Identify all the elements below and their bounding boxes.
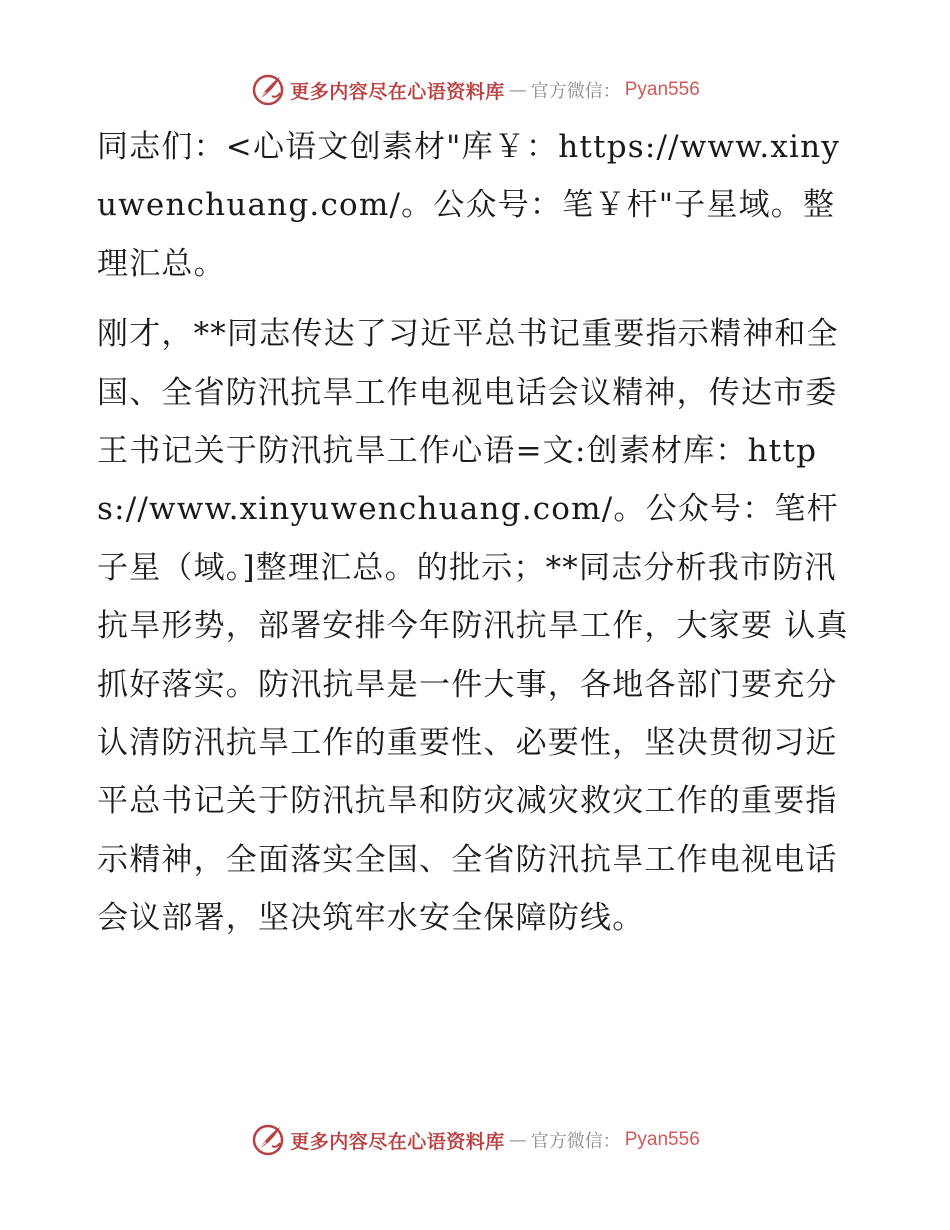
watermark-separator: — <box>508 79 527 101</box>
watermark-separator: — <box>508 1129 527 1151</box>
feather-pen-circle-icon <box>250 1122 286 1158</box>
watermark-banner-bottom <box>0 1120 950 1160</box>
watermark-main-text: 更多内容尽在心语资料库 <box>290 1130 505 1153</box>
watermark-official-label: 官方微信： <box>530 1131 621 1152</box>
watermark-official-label: 官方微信： <box>530 81 621 102</box>
watermark-wechat-id: Pyan556 <box>624 79 700 100</box>
document-body <box>97 118 857 948</box>
watermark-main-text: 更多内容尽在心语资料库 <box>290 80 505 103</box>
paragraph-main: 刚才，**同志传达了习近平总书记重要指示精神和全国、全省防汛抗旱工作电视电话会议精神，传达市委王书记关于防汛抗旱工作心语=文:创素材库：https://www.xinyuwenchuang.com/。公众号：笔杆子星（域。]整理汇总。的批示；**同志分析我市防汛抗旱形势，部署安排今年防汛抗旱工作，大家要 认真抓好落实。防汛抗旱是一件大事，各地各部门要充分认清防汛抗旱工作的重要性、必要性，坚决贯彻习近平总书记关于防汛抗旱和防灾减灾救灾工作的重要指示精神，全面落实全国、全省防汛抗旱工作电视电话会议部署，坚决筑牢水安全保障防线。 <box>97 316 849 937</box>
feather-pen-circle-icon <box>250 72 286 108</box>
paragraph-greeting: 同志们：<心语文创素材"库￥：https://www.xinyuwenchuang.com/。公众号：笔￥杆"子星域。整理汇总。 <box>97 129 841 282</box>
watermark-banner-top <box>0 70 950 110</box>
watermark-wechat-id: Pyan556 <box>624 1129 700 1150</box>
